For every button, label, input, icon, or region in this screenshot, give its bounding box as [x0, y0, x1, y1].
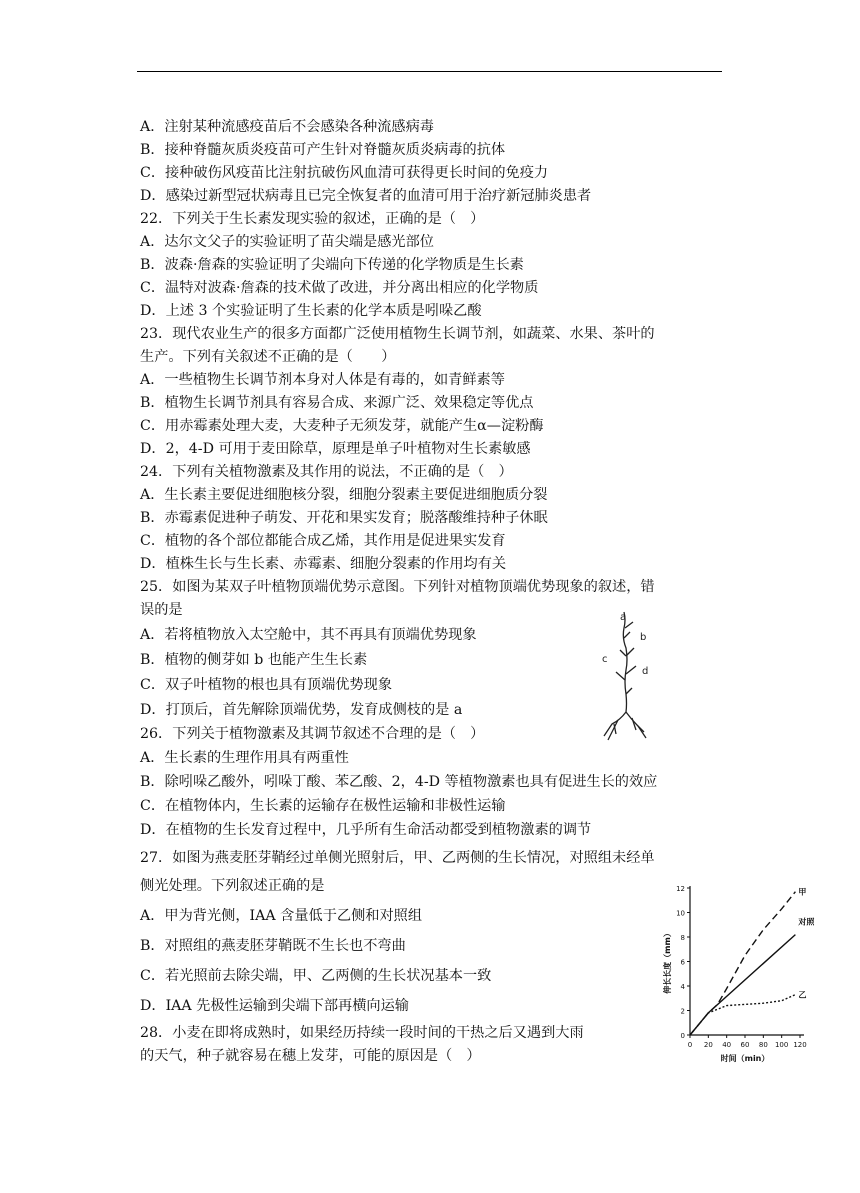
series-label: 乙 — [798, 990, 807, 1000]
x-tick-label: 120 — [793, 1041, 807, 1049]
text-line: C．双子叶植物的根也具有顶端优势现象 — [140, 677, 393, 693]
y-axis-label: 伸长长度（mm） — [663, 929, 672, 994]
text-line: 侧光处理。下列叙述正确的是 — [140, 878, 325, 894]
x-tick-label: 60 — [740, 1041, 750, 1049]
text-line: C．温特对波森·詹森的技术做了改进，并分离出相应的化学物质 — [140, 280, 539, 296]
text-line: 误的是 — [140, 602, 183, 618]
plant-label-d: d — [642, 666, 649, 677]
text-line: C．在植物体内，生长素的运输存在极性运输和非极性运输 — [140, 798, 506, 814]
text-line: 生产。下列有关叙述不正确的是（ ） — [140, 349, 396, 365]
x-tick-label: 40 — [722, 1041, 732, 1049]
text-line: C．接种破伤风疫苗比注射抗破伤风血清可获得更长时间的免疫力 — [140, 165, 549, 181]
plant-label-a: a — [620, 612, 627, 623]
text-line: A．生长素的生理作用具有两重性 — [140, 750, 349, 766]
plant-label-c: c — [602, 654, 608, 665]
text-line: A．注射某种流感疫苗后不会感染各种流感病毒 — [140, 119, 434, 135]
text-line: B．除吲哚乙酸外，吲哚丁酸、苯乙酸、2，4-D 等植物激素也具有促进生长的效应 — [140, 774, 658, 790]
text-line: 22．下列关于生长素发现实验的叙述，正确的是（ ） — [140, 211, 485, 227]
text-line: 25．如图为某双子叶植物顶端优势示意图。下列针对植物顶端优势现象的叙述，错 — [140, 579, 655, 595]
text-line: A．生长素主要促进细胞核分裂，细胞分裂素主要促进细胞质分裂 — [140, 487, 548, 503]
text-line: A．一些植物生长调节剂本身对人体是有毒的，如青鲜素等 — [140, 372, 505, 388]
text-line: 28．小麦在即将成熟时，如果经历持续一段时间的干热之后又遇到大雨 — [140, 1025, 584, 1041]
text-line: D．打顶后，首先解除顶端优势，发育成侧枝的是 a — [140, 702, 463, 718]
text-line: B．植物的侧芽如 b 也能产生生长素 — [140, 652, 368, 668]
text-line: D．感染过新型冠状病毒且已完全恢复者的血清可用于治疗新冠肺炎患者 — [140, 188, 592, 204]
header-rule — [137, 71, 722, 72]
text-line: C．用赤霉素处理大麦，大麦种子无须发芽，就能产生α—淀粉酶 — [140, 418, 544, 434]
x-tick-label: 100 — [774, 1041, 789, 1049]
text-line: D．2，4-D 可用于麦田除草，原理是单子叶植物对生长素敏感 — [140, 441, 531, 457]
y-tick-label: 2 — [680, 1007, 685, 1016]
text-line: A．若将植物放入太空舱中，其不再具有顶端优势现象 — [140, 627, 477, 643]
text-line: C．植物的各个部位都能合成乙烯，其作用是促进果实发育 — [140, 533, 506, 549]
y-tick-label: 0 — [680, 1032, 685, 1040]
x-axis-label: 时间（min） — [720, 1054, 770, 1063]
y-tick-label: 4 — [680, 983, 685, 991]
text-line: D．植株生长与生长素、赤霉素、细胞分裂素的作用均有关 — [140, 556, 507, 572]
series-line — [690, 892, 795, 1035]
text-line: B．接种脊髓灰质炎疫苗可产生针对脊髓灰质炎病毒的抗体 — [140, 142, 506, 158]
x-tick-label: 20 — [703, 1041, 713, 1049]
y-tick-label: 8 — [680, 934, 685, 942]
text-line: 的天气，种子就容易在穗上发芽，可能的原因是（ ） — [140, 1048, 481, 1064]
text-line: D．在植物的生长发育过程中，几乎所有生命活动都受到植物激素的调节 — [140, 822, 592, 838]
series-label: 甲 — [798, 887, 807, 897]
growth-chart — [652, 878, 822, 1068]
text-line: D．IAA 先极性运输到尖端下部再横向运输 — [140, 998, 409, 1014]
plant-label-b: b — [640, 632, 647, 643]
text-line: 23．现代农业生产的很多方面都广泛使用植物生长调节剂，如蔬菜、水果、茶叶的 — [140, 326, 655, 342]
y-tick-label: 12 — [676, 885, 685, 893]
y-tick-label: 6 — [680, 958, 685, 967]
text-line: B．赤霉素促进种子萌发、开花和果实发育；脱落酸维持种子休眠 — [140, 510, 548, 526]
series-line — [690, 935, 795, 1035]
series-line — [690, 995, 795, 1035]
series-label: 对照 — [798, 917, 815, 927]
text-line: 24．下列有关植物激素及其作用的说法，不正确的是（ ） — [140, 464, 513, 480]
text-line: B．对照组的燕麦胚芽鞘既不生长也不弯曲 — [140, 938, 406, 954]
text-line: A．达尔文父子的实验证明了苗尖端是感光部位 — [140, 234, 434, 250]
text-line: 26．下列关于植物激素及其调节叙述不合理的是（ ） — [140, 726, 485, 742]
text-line: B．波森·詹森的实验证明了尖端向下传递的化学物质是生长素 — [140, 257, 524, 273]
x-tick-label: 80 — [758, 1041, 768, 1049]
text-line: 27．如图为燕麦胚芽鞘经过单侧光照射后，甲、乙两侧的生长情况，对照组未经单 — [140, 850, 655, 866]
text-line: A．甲为背光侧，IAA 含量低于乙侧和对照组 — [140, 908, 423, 924]
y-tick-label: 10 — [676, 909, 685, 918]
text-line: B．植物生长调节剂具有容易合成、来源广泛、效果稳定等优点 — [140, 395, 534, 411]
x-tick-label: 0 — [687, 1041, 693, 1049]
text-line: D．上述 3 个实验证明了生长素的化学本质是吲哚乙酸 — [140, 303, 482, 319]
text-line: C．若光照前去除尖端，甲、乙两侧的生长状况基本一致 — [140, 968, 492, 984]
plant-diagram — [602, 608, 664, 748]
